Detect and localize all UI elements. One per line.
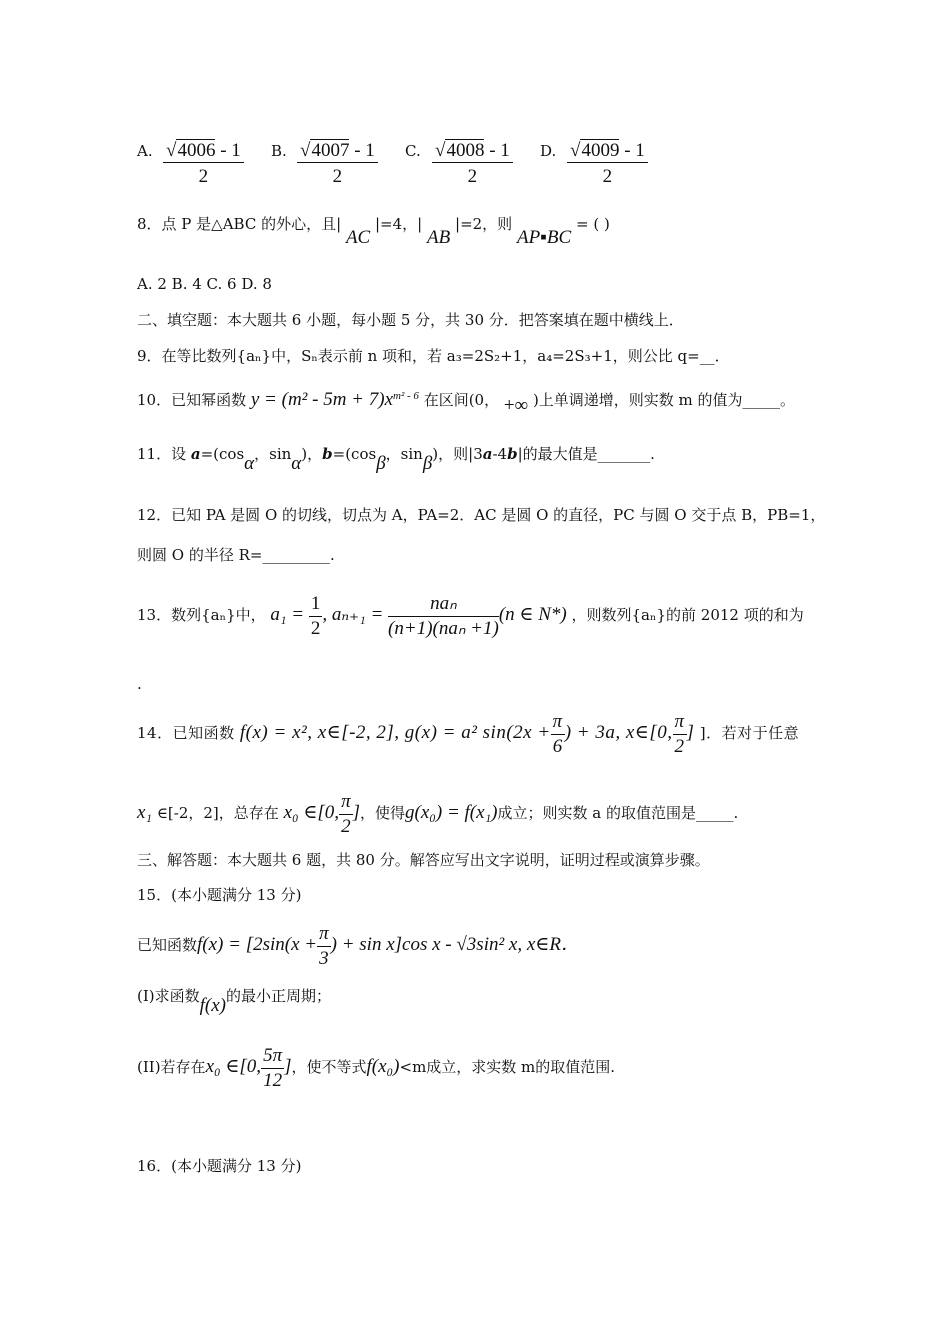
question-15-part-2: (II)若存在x₀ ∈[0, $\frac{5\pi}{12}$ ]，使不等式f(x₀)<m成立，求实数 m的取值范围. [137,1044,616,1091]
section-2-heading: 二、填空题：本大题共 6 小题，每小题 5 分，共 30 分．把答案填在题中横线上． [137,311,684,329]
question-9: 9．在等比数列{aₙ}中，Sₙ表示前 n 项和，若 a₃=2S₂+1，a₄=2S₃+1，则公比 q=__． [137,347,730,365]
question-8: 8．点 P 是△ABC 的外心，且| AC |=4，| AB |=2，则 AP▪BC = ( ) [137,215,610,248]
question-12-line-2: 则圆 O 的半径 R=_________. [137,546,335,564]
question-8-options: A. 2 B. 4 C. 6 D. 8 [137,275,272,293]
option-b-label: B. [271,142,287,160]
q13-fraction: $\frac{\text{naₙ}}{\text{(n+1)(naₙ +1)}}$ [388,592,499,639]
option-d-fraction: $\frac{√4009 - 1}{2}$ [567,140,648,191]
option-d-label: D. [540,142,557,160]
q13-half: $\frac{1}{2}$ [310,592,321,639]
question-11: 11．设 a=(cosα，sinα)，b=(cosβ，sinβ)，则|3a-4b|的最大值是_______. [137,445,655,474]
section-3-heading: 三、解答题：本大题共 6 题，共 80 分。解答应写出文字说明，证明过程或演算步骤。 [137,851,710,869]
question-14-line-2: x₁ ∈[-2，2]，总存在 x₀ ∈[0, $\frac{\pi}{2}$ ]，使得g(x₀) = f(x₁)成立；则实数 a 的取值范围是_____. [137,790,739,837]
question-15-statement: 已知函数f(x) = [2sin(x + $\frac{\pi}{3}$ ) + sin x]cos x - √3sin² x, x∈R． [137,922,580,969]
option-b-fraction: $\frac{√4007 - 1}{2}$ [297,140,378,191]
q10-formula: y = (m² - 5m + 7)x [250,389,394,410]
question-10: 10．已知幂函数 $y = (m^2 - 5m + 7)x^{m^2 - 6}$ 在区间(0， +∞ )上单调递增，则实数 m 的值为_____。 [137,389,796,416]
option-a-fraction: $\frac{√4006 - 1}{2}$ [163,140,244,191]
question-13-dot: . [137,675,142,693]
question-12-line-1: 12．已知 PA 是圆 O 的切线，切点为 A，PA=2．AC 是圆 O 的直径，PC 与圆 O 交于点 B，PB=1， [137,506,826,524]
option-a-label: A. [137,142,153,160]
question-15-part-1: (I)求函数f(x)的最小正周期； [137,987,332,1016]
question-16-title: 16．(本小题满分 13 分) [137,1157,302,1175]
question-13: 13．数列{aₙ}中， a₁ = $\frac{1}{2}$ , aₙ₊₁ = $\frac{\text{naₙ}}{\text{(n+1)(naₙ +1)}}$ (n ∈ N*) ，则数列{aₙ}的前 2012 项的和为 [137,592,804,639]
question-15-title: 15．(本小题满分 13 分) [137,886,302,904]
question-14-line-1: 14．已知函数 f(x) = x², x∈[-2, 2], g(x) = a² sin(2x + $\frac{\pi}{6}$ ) + 3a, x∈[0, $\frac{\pi}{2}$ ] ]．若对于任意 [137,710,800,757]
option-c-label: C. [405,142,421,160]
option-c-fraction: $\frac{√4008 - 1}{2}$ [432,140,513,191]
